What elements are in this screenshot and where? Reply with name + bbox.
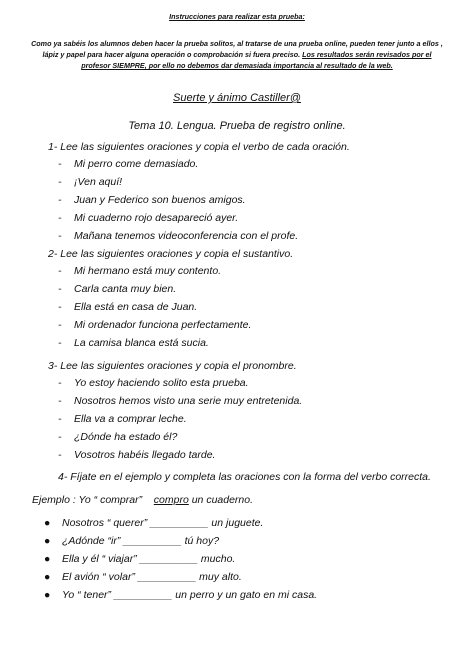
list-item: ● Nosotros “ querer” __________ un juguete. (44, 517, 264, 529)
topic-title: Tema 10. Lengua. Prueba de registro online. (128, 120, 346, 132)
instructions-underlined-text: Los resultados serán revisados por el profesor SIEMPRE, por ello no debemos dar demasiada importancia al resultado de la web. (81, 50, 432, 70)
list-item: - Juan y Federico son buenos amigos. (58, 194, 246, 206)
list-item: - Ella está en casa de Juan. (58, 301, 198, 313)
list-item: - Carla canta muy bien. (58, 283, 177, 295)
example-suffix: un cuaderno. (191, 494, 254, 506)
greeting-text: Suerte y ánimo Castiller@ (173, 92, 301, 104)
bullet-icon: ● (44, 535, 51, 547)
question-4: 4- Fíjate en el ejemplo y completa las oraciones con la forma del verbo correcta. (58, 471, 431, 483)
instructions-paragraph (28, 38, 446, 71)
list-item: - Mi ordenador funciona perfectamente. (58, 319, 252, 331)
example-prefix: Ejemplo : Yo “ comprar” (32, 494, 143, 506)
list-item: ● Ella y él “ viajar” __________ mucho. (44, 553, 236, 565)
list-item: - La camisa blanca está sucia. (58, 337, 209, 349)
example-line (32, 494, 253, 506)
bullet-icon: ● (44, 571, 51, 583)
list-item: - Mi hermano está muy contento. (58, 265, 222, 277)
instructions-text: Como ya sabéis los alumnos deben hacer la prueba solitos, al tratarse de una prueba online, pueden tener junto a ellos , lápiz y papel para hacer alguna operación o comprobación si fuera preciso. (31, 39, 443, 59)
example-answer: compro (153, 494, 189, 506)
list-item: - Vosotros habéis llegado tarde. (58, 449, 216, 461)
list-item: ● El avión “ volar” __________ muy alto. (44, 571, 242, 583)
list-item: ● Yo “ tener” __________ un perro y un gato en mi casa. (44, 589, 318, 601)
list-item: - ¡Ven aquí! (58, 176, 123, 188)
bullet-icon: ● (44, 517, 51, 529)
bullet-icon: ● (44, 553, 51, 565)
instructions-title: Instrucciones para realizar esta prueba: (169, 12, 305, 21)
bullet-icon: ● (44, 589, 51, 601)
question-2: 2- Lee las siguientes oraciones y copia el sustantivo. (48, 248, 294, 260)
question-1: 1- Lee las siguientes oraciones y copia el verbo de cada oración. (48, 141, 350, 153)
list-item: - Mi cuaderno rojo desapareció ayer. (58, 212, 239, 224)
question-3: 3- Lee las siguientes oraciones y copia el pronombre. (48, 360, 297, 372)
list-item: - Nosotros hemos visto una serie muy entretenida. (58, 395, 303, 407)
list-item: - Mi perro come demasiado. (58, 158, 199, 170)
list-item: - Ella va a comprar leche. (58, 413, 187, 425)
list-item: - ¿Dónde ha estado él? (58, 431, 178, 443)
greeting (0, 92, 474, 104)
list-item: - Mañana tenemos videoconferencia con el profe. (58, 230, 299, 242)
list-item: - Yo estoy haciendo solito esta prueba. (58, 377, 249, 389)
list-item: ● ¿Adónde “ir” __________ tú hoy? (44, 535, 220, 547)
